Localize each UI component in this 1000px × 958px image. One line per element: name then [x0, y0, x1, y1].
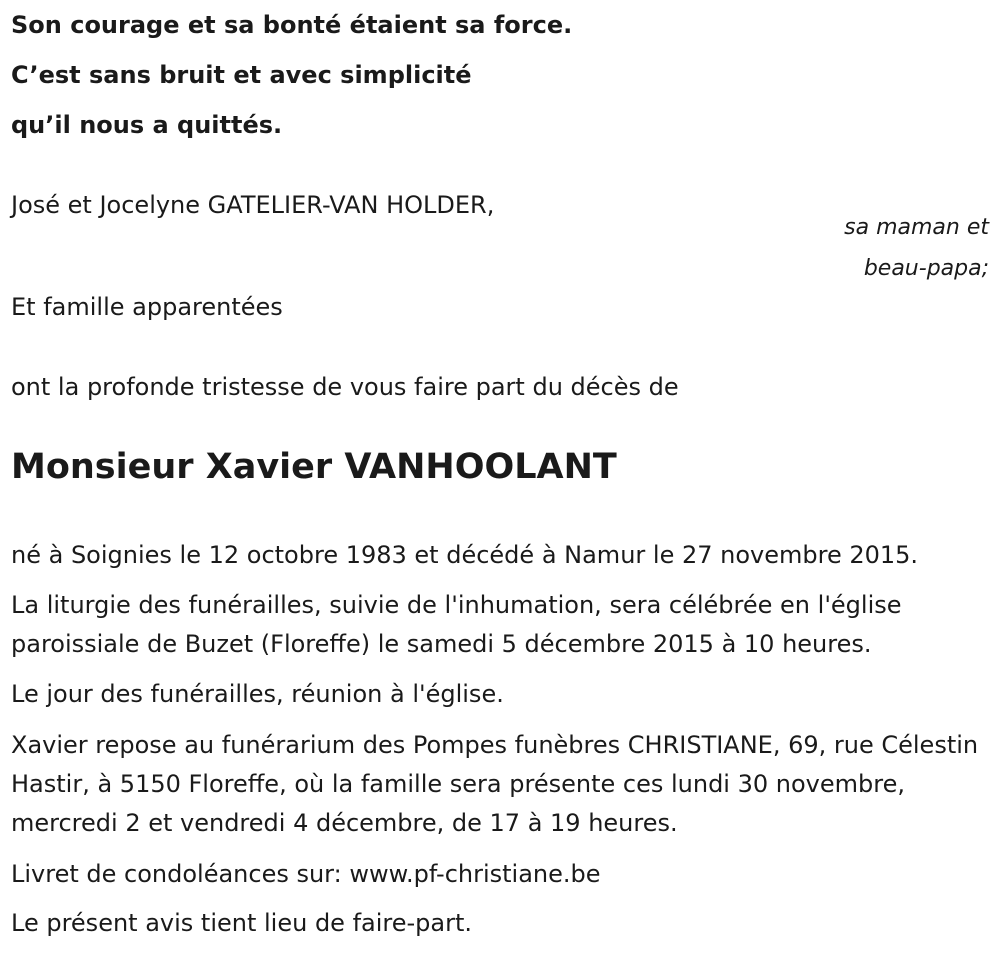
birth-death-info: né à Soignies le 12 octobre 1983 et décédé à Namur le 27 novembre 2015. — [11, 541, 919, 569]
reunion-info: Le jour des funérailles, réunion à l'église. — [11, 680, 504, 708]
parents-names: José et Jocelyne GATELIER-VAN HOLDER, — [11, 191, 495, 219]
condolences-info: Livret de condoléances sur: www.pf-christiane.be — [11, 860, 601, 888]
relation-line-1: sa maman et — [844, 215, 989, 240]
deceased-name: Monsieur Xavier VANHOOLANT — [11, 447, 617, 487]
epigraph-line-2: C’est sans bruit et avec simplicité — [11, 61, 472, 89]
epigraph-line-1: Son courage et sa bonté étaient sa force. — [11, 11, 573, 39]
epigraph-line-3: qu’il nous a quittés. — [11, 111, 283, 139]
notice-text: Le présent avis tient lieu de faire-part. — [11, 909, 473, 937]
relation-line-2: beau-papa; — [863, 256, 989, 281]
liturgy-info: La liturgie des funérailles, suivie de l'inhumation, sera célébrée en l'église paroissiale de Buzet (Floreffe) le samedi 5 décembre 2015 à 10 heures. — [11, 591, 902, 658]
visitation-info: Xavier repose au funérarium des Pompes funèbres CHRISTIANE, 69, rue Célestin Hastir, à 5150 Floreffe, où la famille sera présente ces lundi 30 novembre, mercredi 2 et vendredi 4 décembre, de 17 à 19 heures. — [11, 731, 979, 837]
extended-family: Et famille apparentées — [11, 293, 283, 321]
announcement-text: ont la profonde tristesse de vous faire part du décès de — [11, 373, 679, 401]
